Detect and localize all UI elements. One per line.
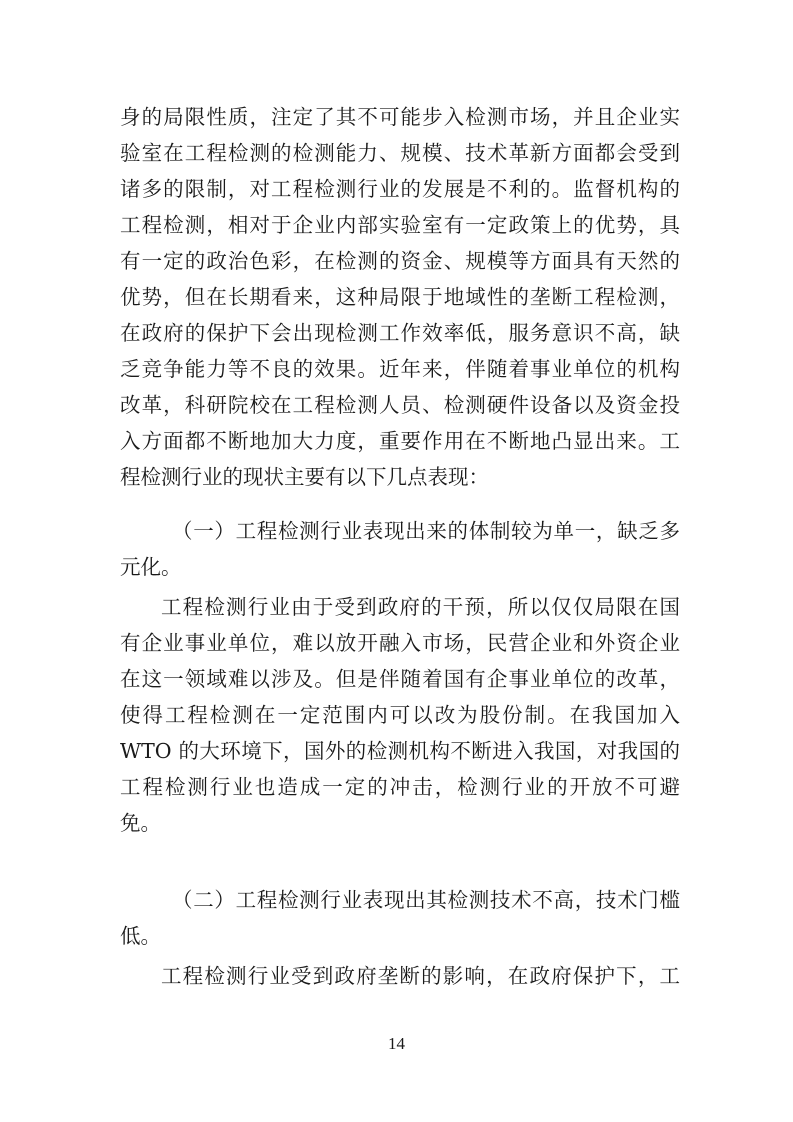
text-line: 免。 <box>120 811 161 835</box>
text-line: 诸多的限制，对工程检测行业的发展是不利的。监督机构的 <box>120 177 680 201</box>
text-line: 有一定的政治色彩，在检测的资金、规模等方面具有天然的 <box>120 249 680 273</box>
section-heading-line: （二）工程检测行业表现出其检测技术不高，技术门槛 <box>172 888 680 912</box>
text-line: 身的局限性质，注定了其不可能步入检测市场，并且企业实 <box>120 105 680 129</box>
text-line: 有企业事业单位，难以放开融入市场，民营企业和外资企业 <box>120 631 680 655</box>
text-line: 改革，科研院校在工程检测人员、检测硬件设备以及资金投 <box>120 393 680 417</box>
text-line: 乏竞争能力等不良的效果。近年来，伴随着事业单位的机构 <box>120 357 680 381</box>
text-line: 验室在工程检测的检测能力、规模、技术革新方面都会受到 <box>120 141 680 165</box>
text-line: 在政府的保护下会出现检测工作效率低，服务意识不高，缺 <box>120 321 680 345</box>
text-line: 程检测行业的现状主要有以下几点表现： <box>120 465 489 489</box>
text-line: 入方面都不断地加大力度，重要作用在不断地凸显出来。工 <box>120 429 680 453</box>
text-line: 工程检测，相对于企业内部实验室有一定政策上的优势，具 <box>120 213 680 237</box>
text-line: 工程检测行业由于受到政府的干预，所以仅仅局限在国 <box>161 595 680 619</box>
text-line: 在这一领域难以涉及。但是伴随着国有企事业单位的改革， <box>120 667 680 691</box>
text-line: 工程检测行业也造成一定的冲击，检测行业的开放不可避 <box>120 775 680 799</box>
text-line: WTO 的大环境下，国外的检测机构不断进入我国，对我国的 <box>120 739 680 763</box>
text-line: 优势，但在长期看来，这种局限于地域性的垄断工程检测， <box>120 285 680 309</box>
section-heading-line: 低。 <box>120 924 161 948</box>
section-heading-line: 元化。 <box>120 555 182 579</box>
text-line: 工程检测行业受到政府垄断的影响，在政府保护下，工 <box>161 964 680 988</box>
text-line: 使得工程检测在一定范围内可以改为股份制。在我国加入 <box>120 703 680 727</box>
section-heading-line: （一）工程检测行业表现出来的体制较为单一，缺乏多 <box>172 519 680 543</box>
page-number: 14 <box>388 1034 405 1053</box>
